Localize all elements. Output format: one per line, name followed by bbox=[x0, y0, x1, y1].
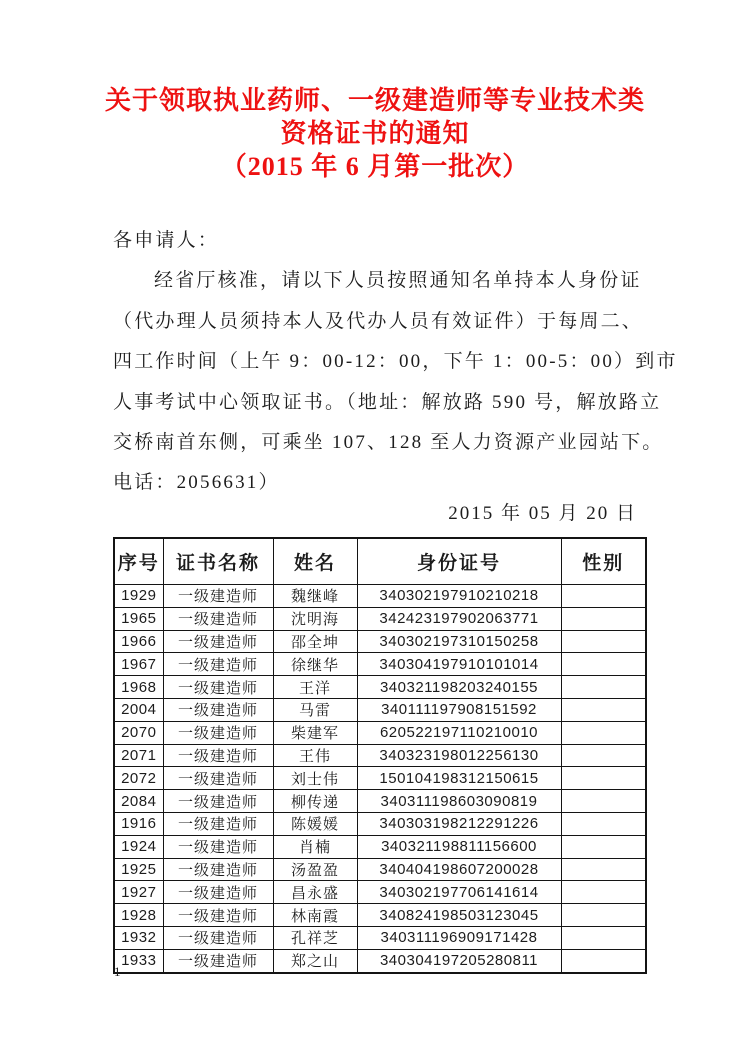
cell-name: 王伟 bbox=[273, 744, 357, 767]
cell-serial-no: 1933 bbox=[114, 949, 163, 972]
cell-certificate-name: 一级建造师 bbox=[163, 812, 273, 835]
cell-id-number: 340304197910101014 bbox=[357, 653, 561, 676]
table-row bbox=[114, 790, 646, 813]
cell-serial-no: 1924 bbox=[114, 835, 163, 858]
body-line: 电话：2056631） bbox=[113, 472, 280, 494]
cell-gender bbox=[561, 607, 646, 630]
cell-name: 汤盈盈 bbox=[273, 858, 357, 881]
cell-certificate-name: 一级建造师 bbox=[163, 698, 273, 721]
cell-name: 郑之山 bbox=[273, 949, 357, 972]
certificate-table bbox=[113, 537, 647, 974]
page-number: 1 bbox=[114, 964, 121, 979]
table-row bbox=[114, 744, 646, 767]
notice-title bbox=[0, 84, 750, 183]
table-header-row bbox=[114, 538, 646, 585]
cell-gender bbox=[561, 653, 646, 676]
cell-name: 王洋 bbox=[273, 676, 357, 699]
table-row bbox=[114, 698, 646, 721]
cell-certificate-name: 一级建造师 bbox=[163, 676, 273, 699]
cell-serial-no: 1968 bbox=[114, 676, 163, 699]
table-row bbox=[114, 881, 646, 904]
notice-title-line-1: 关于领取执业药师、一级建造师等专业技术类 bbox=[104, 86, 645, 115]
body-line: （代办理人员须持本人及代办人员有效证件）于每周二、 bbox=[113, 310, 644, 332]
cell-id-number: 340404198607200028 bbox=[357, 858, 561, 881]
cell-certificate-name: 一级建造师 bbox=[163, 790, 273, 813]
header-serial-no: 序号 bbox=[114, 538, 163, 585]
table-row bbox=[114, 926, 646, 949]
body-line: 交桥南首东侧，可乘坐 107、128 至人力资源产业园站下。 bbox=[113, 431, 664, 453]
cell-id-number: 340111197908151592 bbox=[357, 698, 561, 721]
table-row bbox=[114, 767, 646, 790]
cell-serial-no: 1927 bbox=[114, 881, 163, 904]
cell-id-number: 340321198203240155 bbox=[357, 676, 561, 699]
cell-certificate-name: 一级建造师 bbox=[163, 653, 273, 676]
cell-serial-no: 1932 bbox=[114, 926, 163, 949]
cell-name: 林南霞 bbox=[273, 904, 357, 927]
table-row bbox=[114, 585, 646, 608]
cell-id-number: 150104198312150615 bbox=[357, 767, 561, 790]
cell-gender bbox=[561, 858, 646, 881]
cell-name: 陈媛媛 bbox=[273, 812, 357, 835]
table-row bbox=[114, 812, 646, 835]
cell-serial-no: 1965 bbox=[114, 607, 163, 630]
cell-serial-no: 2072 bbox=[114, 767, 163, 790]
cell-certificate-name: 一级建造师 bbox=[163, 630, 273, 653]
cell-gender bbox=[561, 698, 646, 721]
cell-gender bbox=[561, 676, 646, 699]
cell-certificate-name: 一级建造师 bbox=[163, 926, 273, 949]
cell-id-number: 340302197706141614 bbox=[357, 881, 561, 904]
cell-gender bbox=[561, 767, 646, 790]
table-row bbox=[114, 676, 646, 699]
table-row bbox=[114, 858, 646, 881]
cell-name: 沈明海 bbox=[273, 607, 357, 630]
cell-certificate-name: 一级建造师 bbox=[163, 585, 273, 608]
cell-gender bbox=[561, 585, 646, 608]
cell-gender bbox=[561, 630, 646, 653]
cell-id-number: 340311196909171428 bbox=[357, 926, 561, 949]
cell-id-number: 340323198012256130 bbox=[357, 744, 561, 767]
cell-gender bbox=[561, 881, 646, 904]
cell-name: 肖楠 bbox=[273, 835, 357, 858]
cell-serial-no: 2004 bbox=[114, 698, 163, 721]
cell-serial-no: 1929 bbox=[114, 585, 163, 608]
cell-serial-no: 1966 bbox=[114, 630, 163, 653]
certificate-table-body bbox=[114, 585, 646, 973]
cell-id-number: 340303198212291226 bbox=[357, 812, 561, 835]
cell-certificate-name: 一级建造师 bbox=[163, 721, 273, 744]
notice-body bbox=[113, 221, 678, 504]
cell-certificate-name: 一级建造师 bbox=[163, 858, 273, 881]
cell-gender bbox=[561, 926, 646, 949]
cell-id-number: 340302197910210218 bbox=[357, 585, 561, 608]
header-name: 姓名 bbox=[273, 538, 357, 585]
body-line: 四工作时间（上午 9：00-12：00，下午 1：00-5：00）到市 bbox=[113, 351, 678, 373]
cell-name: 邵全坤 bbox=[273, 630, 357, 653]
cell-serial-no: 1925 bbox=[114, 858, 163, 881]
table-row bbox=[114, 607, 646, 630]
cell-certificate-name: 一级建造师 bbox=[163, 904, 273, 927]
cell-name: 柴建军 bbox=[273, 721, 357, 744]
table-row bbox=[114, 630, 646, 653]
header-id-number: 身份证号 bbox=[357, 538, 561, 585]
cell-gender bbox=[561, 790, 646, 813]
cell-name: 徐继华 bbox=[273, 653, 357, 676]
salutation: 各申请人： bbox=[113, 230, 220, 251]
cell-serial-no: 2071 bbox=[114, 744, 163, 767]
notice-title-line-2: 资格证书的通知 bbox=[280, 119, 470, 148]
header-gender: 性别 bbox=[561, 538, 646, 585]
cell-name: 魏继峰 bbox=[273, 585, 357, 608]
cell-serial-no: 1916 bbox=[114, 812, 163, 835]
table-row bbox=[114, 721, 646, 744]
cell-id-number: 342423197902063771 bbox=[357, 607, 561, 630]
cell-id-number: 340302197310150258 bbox=[357, 630, 561, 653]
cell-certificate-name: 一级建造师 bbox=[163, 767, 273, 790]
cell-name: 孔祥芝 bbox=[273, 926, 357, 949]
cell-certificate-name: 一级建造师 bbox=[163, 607, 273, 630]
cell-certificate-name: 一级建造师 bbox=[163, 744, 273, 767]
cell-gender bbox=[561, 721, 646, 744]
table-row bbox=[114, 904, 646, 927]
cell-name: 昌永盛 bbox=[273, 881, 357, 904]
body-line: 人事考试中心领取证书。（地址：解放路 590 号，解放路立 bbox=[113, 391, 662, 413]
cell-serial-no: 2070 bbox=[114, 721, 163, 744]
cell-gender bbox=[561, 904, 646, 927]
cell-certificate-name: 一级建造师 bbox=[163, 835, 273, 858]
cell-gender bbox=[561, 949, 646, 972]
cell-serial-no: 1967 bbox=[114, 653, 163, 676]
body-line: 经省厅核准，请以下人员按照通知名单持本人身份证 bbox=[154, 270, 642, 292]
cell-serial-no: 1928 bbox=[114, 904, 163, 927]
cell-gender bbox=[561, 835, 646, 858]
notice-date: 2015 年 05 月 20 日 bbox=[448, 503, 637, 524]
cell-gender bbox=[561, 744, 646, 767]
cell-id-number: 340304197205280811 bbox=[357, 949, 561, 972]
cell-name: 柳传递 bbox=[273, 790, 357, 813]
table-row bbox=[114, 949, 646, 972]
cell-id-number: 620522197110210010 bbox=[357, 721, 561, 744]
cell-serial-no: 2084 bbox=[114, 790, 163, 813]
cell-certificate-name: 一级建造师 bbox=[163, 949, 273, 972]
table-row bbox=[114, 653, 646, 676]
cell-name: 刘士伟 bbox=[273, 767, 357, 790]
cell-id-number: 340311198603090819 bbox=[357, 790, 561, 813]
cell-name: 马雷 bbox=[273, 698, 357, 721]
cell-id-number: 340321198811156600 bbox=[357, 835, 561, 858]
cell-gender bbox=[561, 812, 646, 835]
header-certificate-name: 证书名称 bbox=[163, 538, 273, 585]
table-row bbox=[114, 835, 646, 858]
cell-certificate-name: 一级建造师 bbox=[163, 881, 273, 904]
cell-id-number: 340824198503123045 bbox=[357, 904, 561, 927]
notice-title-line-3: （2015 年 6 月第一批次） bbox=[220, 152, 530, 181]
